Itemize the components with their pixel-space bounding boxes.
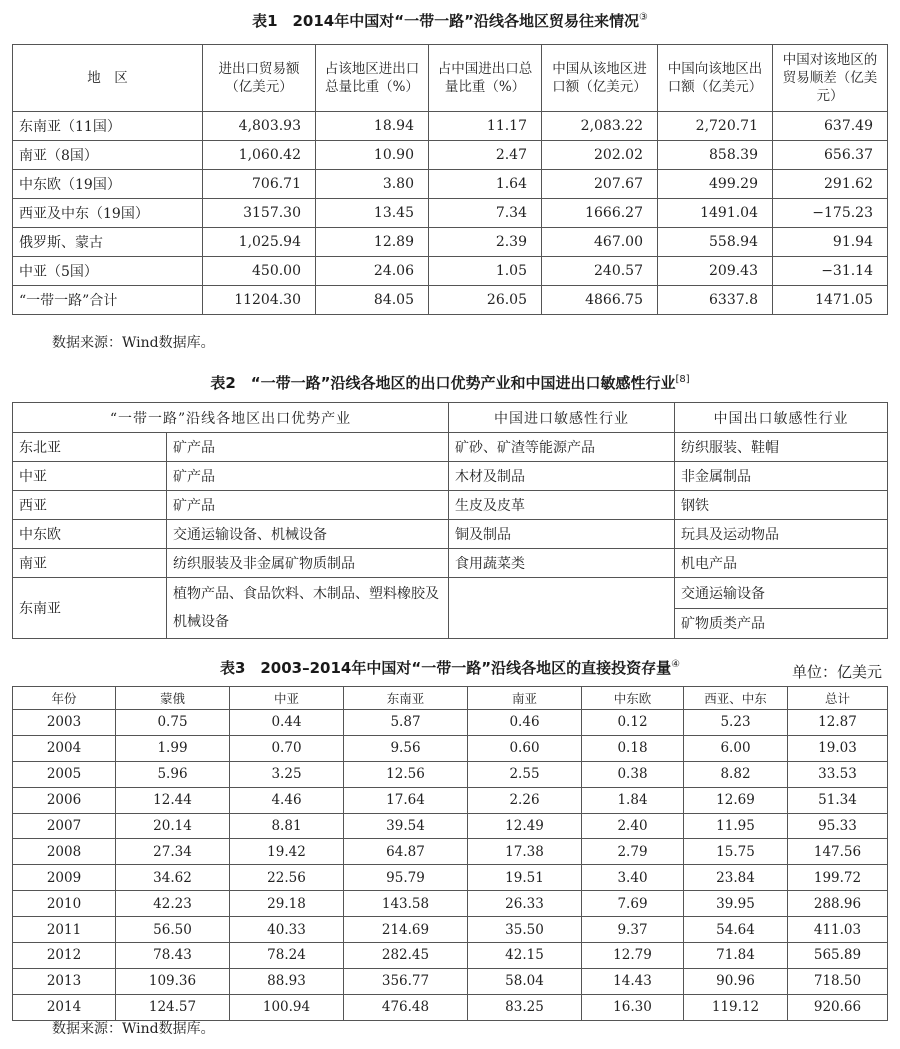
table3-header-cell: 蒙俄	[116, 687, 230, 710]
value-cell: 8.81	[230, 813, 344, 839]
table-row	[13, 865, 888, 891]
value-cell: 2,720.71	[658, 112, 773, 141]
value-cell: 7.69	[582, 891, 684, 917]
value-cell: 40.33	[230, 917, 344, 943]
table2-export-cell: 交通运输设备	[675, 578, 888, 609]
value-cell: 920.66	[788, 994, 888, 1020]
value-cell: 3157.30	[203, 199, 316, 228]
table3-header-cell: 东南亚	[344, 687, 468, 710]
value-cell: 100.94	[230, 994, 344, 1020]
table2-header-import: 中国进口敏感性行业	[449, 403, 675, 433]
table2-export-cell: 玩具及运动物品	[675, 520, 888, 549]
value-cell: 64.87	[344, 839, 468, 865]
value-cell: 19.03	[788, 735, 888, 761]
value-cell: 1471.05	[773, 286, 888, 315]
value-cell: 288.96	[788, 891, 888, 917]
table3-header-cell: 年份	[13, 687, 116, 710]
value-cell: 29.18	[230, 891, 344, 917]
table3-source-note: 数据来源：Wind数据库。	[52, 1021, 215, 1037]
table1-title	[0, 10, 900, 31]
table1-title-text: 表1 2014年中国对“一带一路”沿线各地区贸易往来情况	[252, 12, 639, 30]
table-row	[13, 433, 888, 462]
value-cell: 15.75	[684, 839, 788, 865]
value-cell: 109.36	[116, 968, 230, 994]
value-cell: 411.03	[788, 917, 888, 943]
value-cell: 71.84	[684, 943, 788, 969]
value-cell: 26.05	[429, 286, 542, 315]
year-cell: 2006	[13, 787, 116, 813]
year-cell: 2014	[13, 994, 116, 1020]
value-cell: 6337.8	[658, 286, 773, 315]
table2-import-cell: 食用蔬菜类	[449, 549, 675, 578]
value-cell: 12.44	[116, 787, 230, 813]
value-cell: 119.12	[684, 994, 788, 1020]
value-cell: 34.62	[116, 865, 230, 891]
table2-import-cell: 矿砂、矿渣等能源产品	[449, 433, 675, 462]
value-cell: 16.30	[582, 994, 684, 1020]
value-cell: 90.96	[684, 968, 788, 994]
table3-body	[13, 710, 888, 1021]
table1-header-cell: 中国向该地区出口额（亿美元）	[658, 45, 773, 112]
year-cell: 2005	[13, 761, 116, 787]
value-cell: 1.99	[116, 735, 230, 761]
value-cell: 0.75	[116, 710, 230, 736]
value-cell: 0.44	[230, 710, 344, 736]
table2-advantage-cell: 纺织服装及非金属矿物质制品	[167, 549, 449, 578]
value-cell: 467.00	[542, 228, 658, 257]
region-cell: 西亚及中东（19国）	[13, 199, 203, 228]
region-cell: 俄罗斯、蒙古	[13, 228, 203, 257]
value-cell: 58.04	[468, 968, 582, 994]
table-row	[13, 549, 888, 578]
value-cell: 11.17	[429, 112, 542, 141]
value-cell: 19.51	[468, 865, 582, 891]
value-cell: 14.43	[582, 968, 684, 994]
value-cell: 33.53	[788, 761, 888, 787]
table1-header-cell: 中国从该地区进口额（亿美元）	[542, 45, 658, 112]
table2-advantage-cell: 矿产品	[167, 491, 449, 520]
value-cell: 22.56	[230, 865, 344, 891]
table-row	[13, 141, 888, 170]
table3-header-cell: 南亚	[468, 687, 582, 710]
value-cell: 84.05	[316, 286, 429, 315]
value-cell: 8.82	[684, 761, 788, 787]
table3-header-cell: 总计	[788, 687, 888, 710]
table2-row-southeast-asia-1	[13, 578, 888, 609]
table3-title-text: 表3 2003–2014年中国对“一带一路”沿线各地区的直接投资存量	[219, 659, 672, 677]
value-cell: 282.45	[344, 943, 468, 969]
value-cell: 95.33	[788, 813, 888, 839]
table3-header-cell: 中亚	[230, 687, 344, 710]
table-row	[13, 787, 888, 813]
value-cell: 0.60	[468, 735, 582, 761]
value-cell: 51.34	[788, 787, 888, 813]
value-cell: 12.56	[344, 761, 468, 787]
value-cell: 26.33	[468, 891, 582, 917]
value-cell: 2,083.22	[542, 112, 658, 141]
value-cell: 143.58	[344, 891, 468, 917]
value-cell: 147.56	[788, 839, 888, 865]
table2-export-cell: 矿物质类产品	[675, 608, 888, 639]
value-cell: 13.45	[316, 199, 429, 228]
value-cell: 88.93	[230, 968, 344, 994]
value-cell: 27.34	[116, 839, 230, 865]
value-cell: 0.12	[582, 710, 684, 736]
table-row	[13, 257, 888, 286]
table1-header-cell: 中国对该地区的贸易顺差（亿美元）	[773, 45, 888, 112]
table-row	[13, 520, 888, 549]
table-row	[13, 994, 888, 1020]
value-cell: −175.23	[773, 199, 888, 228]
value-cell: 858.39	[658, 141, 773, 170]
table-row	[13, 491, 888, 520]
value-cell: 476.48	[344, 994, 468, 1020]
table1-trade	[12, 44, 888, 315]
value-cell: 9.37	[582, 917, 684, 943]
table-row	[13, 462, 888, 491]
value-cell: 18.94	[316, 112, 429, 141]
value-cell: 9.56	[344, 735, 468, 761]
table2-header-row	[13, 403, 888, 433]
year-cell: 2011	[13, 917, 116, 943]
value-cell: 2.47	[429, 141, 542, 170]
value-cell: 39.95	[684, 891, 788, 917]
table3-header-cell: 西亚、中东	[684, 687, 788, 710]
table1-footnote-mark: ③	[638, 12, 648, 23]
value-cell: 78.43	[116, 943, 230, 969]
table-row	[13, 813, 888, 839]
table2-region-cell: 南亚	[13, 549, 167, 578]
value-cell: 0.46	[468, 710, 582, 736]
value-cell: 17.38	[468, 839, 582, 865]
table-row	[13, 286, 888, 315]
value-cell: 356.77	[344, 968, 468, 994]
value-cell: 4,803.93	[203, 112, 316, 141]
value-cell: 1.84	[582, 787, 684, 813]
value-cell: 637.49	[773, 112, 888, 141]
value-cell: 124.57	[116, 994, 230, 1020]
table1-header-row	[13, 45, 888, 112]
value-cell: 1,060.42	[203, 141, 316, 170]
value-cell: 199.72	[788, 865, 888, 891]
value-cell: 1.64	[429, 170, 542, 199]
value-cell: 78.24	[230, 943, 344, 969]
value-cell: 558.94	[658, 228, 773, 257]
table2-region-cell: 东南亚	[13, 578, 167, 639]
table3-header-row	[13, 687, 888, 710]
table1-source-note: 数据来源：Wind数据库。	[52, 335, 215, 351]
region-cell: “一带一路”合计	[13, 286, 203, 315]
value-cell: 2.40	[582, 813, 684, 839]
table3-unit-label: 单位：亿美元	[791, 663, 882, 681]
table-row	[13, 735, 888, 761]
table2-export-cell: 纺织服装、鞋帽	[675, 433, 888, 462]
region-cell: 南亚（8国）	[13, 141, 203, 170]
table-row	[13, 968, 888, 994]
value-cell: 12.89	[316, 228, 429, 257]
year-cell: 2003	[13, 710, 116, 736]
table3-header-cell: 中东欧	[582, 687, 684, 710]
value-cell: 39.54	[344, 813, 468, 839]
value-cell: 1491.04	[658, 199, 773, 228]
table2-advantage-cell: 植物产品、食品饮料、木制品、塑料橡胶及机械设备	[167, 578, 449, 639]
table2-import-cell-empty	[449, 578, 675, 639]
table-row	[13, 199, 888, 228]
value-cell: 202.02	[542, 141, 658, 170]
value-cell: 56.50	[116, 917, 230, 943]
value-cell: 12.79	[582, 943, 684, 969]
value-cell: 2.39	[429, 228, 542, 257]
value-cell: 11204.30	[203, 286, 316, 315]
table2-import-cell: 生皮及皮革	[449, 491, 675, 520]
year-cell: 2012	[13, 943, 116, 969]
value-cell: 7.34	[429, 199, 542, 228]
value-cell: 12.69	[684, 787, 788, 813]
value-cell: 5.96	[116, 761, 230, 787]
value-cell: 10.90	[316, 141, 429, 170]
table-row	[13, 839, 888, 865]
table1-header-cell: 占中国进出口总量比重（%）	[429, 45, 542, 112]
year-cell: 2004	[13, 735, 116, 761]
region-cell: 东南亚（11国）	[13, 112, 203, 141]
table3-investment	[12, 686, 888, 1021]
table2-region-cell: 西亚	[13, 491, 167, 520]
value-cell: 54.64	[684, 917, 788, 943]
value-cell: 42.15	[468, 943, 582, 969]
table2-advantage-cell: 矿产品	[167, 433, 449, 462]
table3-footnote-mark: ④	[671, 659, 681, 670]
value-cell: 718.50	[788, 968, 888, 994]
value-cell: 23.84	[684, 865, 788, 891]
value-cell: 2.79	[582, 839, 684, 865]
value-cell: 4.46	[230, 787, 344, 813]
table2-import-cell: 木材及制品	[449, 462, 675, 491]
value-cell: 3.40	[582, 865, 684, 891]
value-cell: −31.14	[773, 257, 888, 286]
table2-body	[13, 433, 888, 639]
region-cell: 中亚（5国）	[13, 257, 203, 286]
table2-title	[0, 372, 900, 393]
value-cell: 291.62	[773, 170, 888, 199]
table-row	[13, 112, 888, 141]
value-cell: 24.06	[316, 257, 429, 286]
table-row	[13, 917, 888, 943]
table1-header-cell: 进出口贸易额（亿美元）	[203, 45, 316, 112]
table1-header-cell: 地 区	[13, 45, 203, 112]
value-cell: 1666.27	[542, 199, 658, 228]
year-cell: 2008	[13, 839, 116, 865]
table2-footnote-mark: [8]	[675, 374, 690, 385]
value-cell: 4866.75	[542, 286, 658, 315]
table-row	[13, 228, 888, 257]
value-cell: 209.43	[658, 257, 773, 286]
value-cell: 1.05	[429, 257, 542, 286]
value-cell: 19.42	[230, 839, 344, 865]
value-cell: 95.79	[344, 865, 468, 891]
value-cell: 5.23	[684, 710, 788, 736]
value-cell: 5.87	[344, 710, 468, 736]
value-cell: 207.67	[542, 170, 658, 199]
table2-advantage-cell: 交通运输设备、机械设备	[167, 520, 449, 549]
value-cell: 42.23	[116, 891, 230, 917]
table2-export-cell: 机电产品	[675, 549, 888, 578]
value-cell: 3.80	[316, 170, 429, 199]
value-cell: 11.95	[684, 813, 788, 839]
table2-region-cell: 中亚	[13, 462, 167, 491]
table2-region-cell: 中东欧	[13, 520, 167, 549]
table2-title-text: 表2 “一带一路”沿线各地区的出口优势产业和中国进出口敏感性行业	[210, 374, 676, 392]
table-row	[13, 710, 888, 736]
table2-advantage-cell: 矿产品	[167, 462, 449, 491]
year-cell: 2013	[13, 968, 116, 994]
table3-title	[0, 657, 900, 678]
value-cell: 35.50	[468, 917, 582, 943]
value-cell: 214.69	[344, 917, 468, 943]
value-cell: 0.70	[230, 735, 344, 761]
value-cell: 83.25	[468, 994, 582, 1020]
value-cell: 1,025.94	[203, 228, 316, 257]
table-row	[13, 170, 888, 199]
table2-export-cell: 非金属制品	[675, 462, 888, 491]
table2-region-cell: 东北亚	[13, 433, 167, 462]
table2-import-cell: 铜及制品	[449, 520, 675, 549]
table-row	[13, 761, 888, 787]
table2-industries	[12, 402, 888, 639]
table1-body	[13, 112, 888, 315]
year-cell: 2009	[13, 865, 116, 891]
value-cell: 565.89	[788, 943, 888, 969]
table2-header-advantage: “一带一路”沿线各地区出口优势产业	[13, 403, 449, 433]
value-cell: 656.37	[773, 141, 888, 170]
value-cell: 6.00	[684, 735, 788, 761]
value-cell: 240.57	[542, 257, 658, 286]
table2-header-export: 中国出口敏感性行业	[675, 403, 888, 433]
value-cell: 706.71	[203, 170, 316, 199]
value-cell: 3.25	[230, 761, 344, 787]
value-cell: 499.29	[658, 170, 773, 199]
value-cell: 0.18	[582, 735, 684, 761]
year-cell: 2010	[13, 891, 116, 917]
year-cell: 2007	[13, 813, 116, 839]
value-cell: 2.26	[468, 787, 582, 813]
value-cell: 450.00	[203, 257, 316, 286]
value-cell: 2.55	[468, 761, 582, 787]
table-row	[13, 891, 888, 917]
table2-export-cell: 钢铁	[675, 491, 888, 520]
value-cell: 20.14	[116, 813, 230, 839]
value-cell: 91.94	[773, 228, 888, 257]
value-cell: 12.49	[468, 813, 582, 839]
value-cell: 17.64	[344, 787, 468, 813]
table1-header-cell: 占该地区进出口总量比重（%）	[316, 45, 429, 112]
table-row	[13, 943, 888, 969]
value-cell: 0.38	[582, 761, 684, 787]
region-cell: 中东欧（19国）	[13, 170, 203, 199]
value-cell: 12.87	[788, 710, 888, 736]
